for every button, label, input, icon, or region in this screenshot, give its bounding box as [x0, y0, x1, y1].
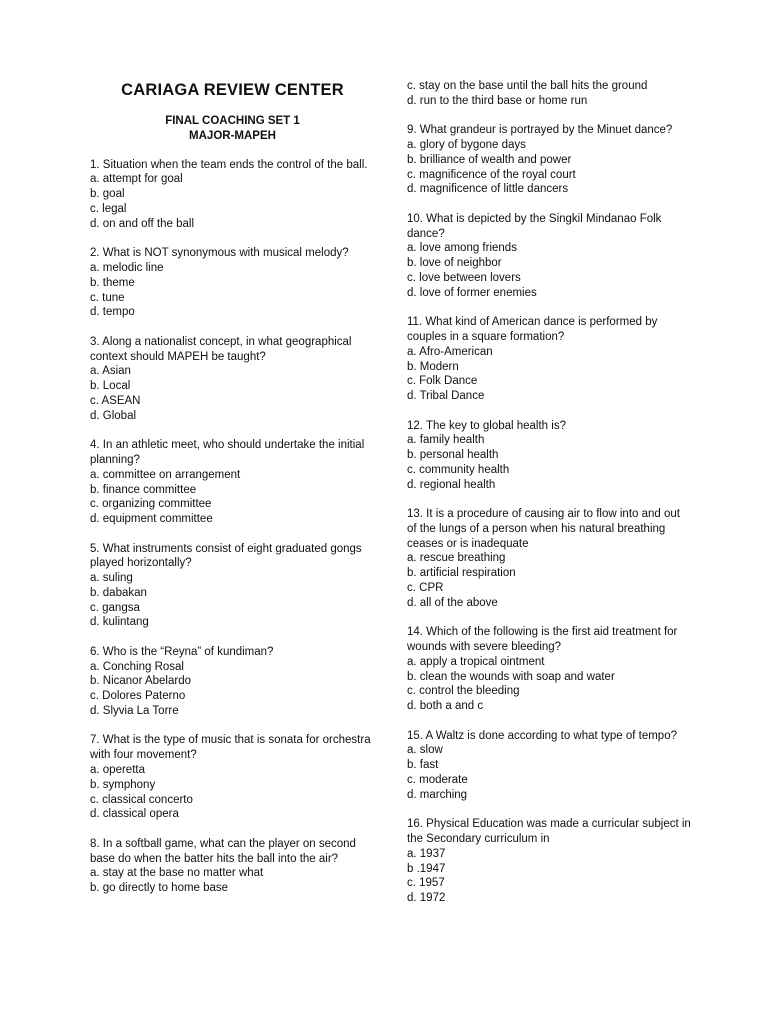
question-stem: 8. In a softball game, what can the player on second base do when the batter hits the ball into the air?: [90, 837, 356, 865]
answer-option: c. ASEAN: [90, 394, 141, 407]
answer-option: a. 1937: [407, 847, 446, 860]
answer-option: d. Slyvia La Torre: [90, 705, 179, 718]
answer-option: b. personal health: [407, 449, 499, 462]
question-item: [407, 123, 692, 197]
answer-option: c. tune: [90, 291, 125, 304]
question-item: [407, 625, 692, 714]
answer-option: b. clean the wounds with soap and water: [407, 670, 615, 683]
answer-option: b. finance committee: [90, 483, 197, 496]
question-stem: 5. What instruments consist of eight graduated gongs played horizontally?: [90, 542, 362, 570]
answer-option: d. both a and c: [407, 700, 484, 713]
answer-option: d. regional health: [407, 478, 496, 491]
answer-option: a. suling: [90, 572, 133, 585]
question-item: [407, 729, 692, 803]
answer-option: b. artificial respiration: [407, 567, 516, 580]
answer-option: a. love among friends: [407, 242, 517, 255]
answer-option: a. Afro-American: [407, 345, 493, 358]
answer-option: b. Modern: [407, 360, 459, 373]
answer-option: a. operetta: [90, 764, 145, 777]
question-item: [90, 837, 375, 896]
answer-option: d. all of the above: [407, 596, 498, 609]
subject-label: MAJOR-MAPEH: [189, 129, 276, 142]
answer-option: c. 1957: [407, 877, 445, 890]
document-subheader: [90, 114, 375, 144]
question-item: [407, 817, 692, 906]
answer-option: b .1947: [407, 862, 446, 875]
answer-option: b. fast: [407, 759, 439, 772]
answer-option: a. family health: [407, 434, 485, 447]
answer-option: c. organizing committee: [90, 498, 212, 511]
question-stem: 11. What kind of American dance is performed by couples in a square formation?: [407, 316, 658, 343]
document-title: CARIAGA REVIEW CENTER: [121, 81, 344, 99]
question-stem: 3. Along a nationalist concept, in what geographical context should MAPEH be taught?: [90, 335, 352, 363]
answer-option: b. symphony: [90, 778, 156, 791]
option: d. run to the third base or home run: [407, 94, 588, 107]
answer-option: d. Tribal Dance: [407, 390, 485, 403]
question-stem: 13. It is a procedure of causing air to flow into and out of the lungs of a person when his natural breathing ceases or is inadequate: [407, 508, 680, 550]
right-question-list: [407, 123, 692, 906]
answer-option: c. legal: [90, 202, 127, 215]
answer-option: a. slow: [407, 744, 443, 757]
left-column: [90, 80, 375, 911]
answer-option: d. Global: [90, 409, 137, 422]
answer-option: c. love between lovers: [407, 271, 521, 284]
answer-option: d. 1972: [407, 892, 446, 905]
answer-option: b. goal: [90, 188, 125, 201]
answer-option: b. love of neighbor: [407, 257, 502, 270]
answer-option: c. Folk Dance: [407, 375, 478, 388]
answer-option: c. classical concerto: [90, 793, 193, 806]
question-stem: 4. In an athletic meet, who should undertake the initial planning?: [90, 439, 365, 466]
question-stem: 16. Physical Education was made a curricular subject in the Secondary curriculum in: [407, 818, 691, 846]
answer-option: a. Conching Rosal: [90, 660, 184, 673]
question-8-continuation: [407, 79, 692, 109]
question-item: [407, 315, 692, 404]
answer-option: a. melodic line: [90, 261, 164, 274]
question-item: [90, 246, 375, 320]
answer-option: a. apply a tropical ointment: [407, 655, 545, 668]
answer-option: c. magnificence of the royal court: [407, 168, 576, 181]
question-item: [90, 158, 375, 232]
answer-option: d. marching: [407, 788, 468, 801]
question-item: [90, 438, 375, 527]
answer-option: a. glory of bygone days: [407, 138, 526, 151]
answer-option: d. equipment committee: [90, 513, 213, 526]
answer-option: d. classical opera: [90, 808, 179, 821]
question-stem: 6. Who is the “Reyna” of kundiman?: [90, 645, 274, 658]
option: c. stay on the base until the ball hits the ground: [407, 80, 648, 92]
answer-option: b. Local: [90, 380, 131, 393]
question-stem: 15. A Waltz is done according to what type of tempo?: [407, 729, 677, 742]
question-stem: 7. What is the type of music that is sonata for orchestra with four movement?: [90, 734, 371, 762]
answer-option: b. brilliance of wealth and power: [407, 153, 572, 166]
answer-option: a. stay at the base no matter what: [90, 867, 264, 880]
answer-option: c. control the bleeding: [407, 685, 520, 698]
answer-option: b. Nicanor Abelardo: [90, 675, 192, 688]
answer-option: c. CPR: [407, 582, 444, 595]
coaching-set-label: FINAL COACHING SET 1: [165, 115, 300, 127]
question-stem: 2. What is NOT synonymous with musical melody?: [90, 247, 349, 260]
question-item: [407, 419, 692, 493]
answer-option: c. moderate: [407, 774, 468, 787]
question-stem: 1. Situation when the team ends the control of the ball.: [90, 158, 368, 171]
question-item: [90, 542, 375, 631]
answer-option: d. tempo: [90, 306, 135, 319]
question-item: [90, 733, 375, 822]
question-item: [407, 212, 692, 301]
question-stem: 10. What is depicted by the Singkil Mindanao Folk dance?: [407, 212, 662, 240]
question-stem: 9. What grandeur is portrayed by the Minuet dance?: [407, 124, 673, 137]
answer-option: c. gangsa: [90, 601, 140, 614]
answer-option: b. theme: [90, 276, 135, 289]
answer-option: c. Dolores Paterno: [90, 690, 186, 703]
answer-option: d. kulintang: [90, 616, 149, 629]
question-item: [90, 645, 375, 719]
answer-option: a. attempt for goal: [90, 173, 183, 186]
answer-option: c. community health: [407, 463, 510, 476]
question-item: [90, 335, 375, 424]
answer-option: d. magnificence of little dancers: [407, 183, 569, 196]
question-stem: 14. Which of the following is the first aid treatment for wounds with severe bleeding?: [407, 626, 678, 654]
answer-option: a. Asian: [90, 365, 131, 378]
answer-option: a. rescue breathing: [407, 552, 506, 565]
answer-option: a. committee on arrangement: [90, 468, 241, 481]
question-stem: 12. The key to global health is?: [407, 419, 566, 432]
answer-option: b. go directly to home base: [90, 882, 229, 895]
answer-option: d. love of former enemies: [407, 286, 537, 299]
left-question-list: [90, 158, 375, 896]
right-column: [407, 79, 692, 921]
answer-option: b. dabakan: [90, 586, 147, 599]
answer-option: d. on and off the ball: [90, 217, 195, 230]
question-item: [407, 507, 692, 611]
